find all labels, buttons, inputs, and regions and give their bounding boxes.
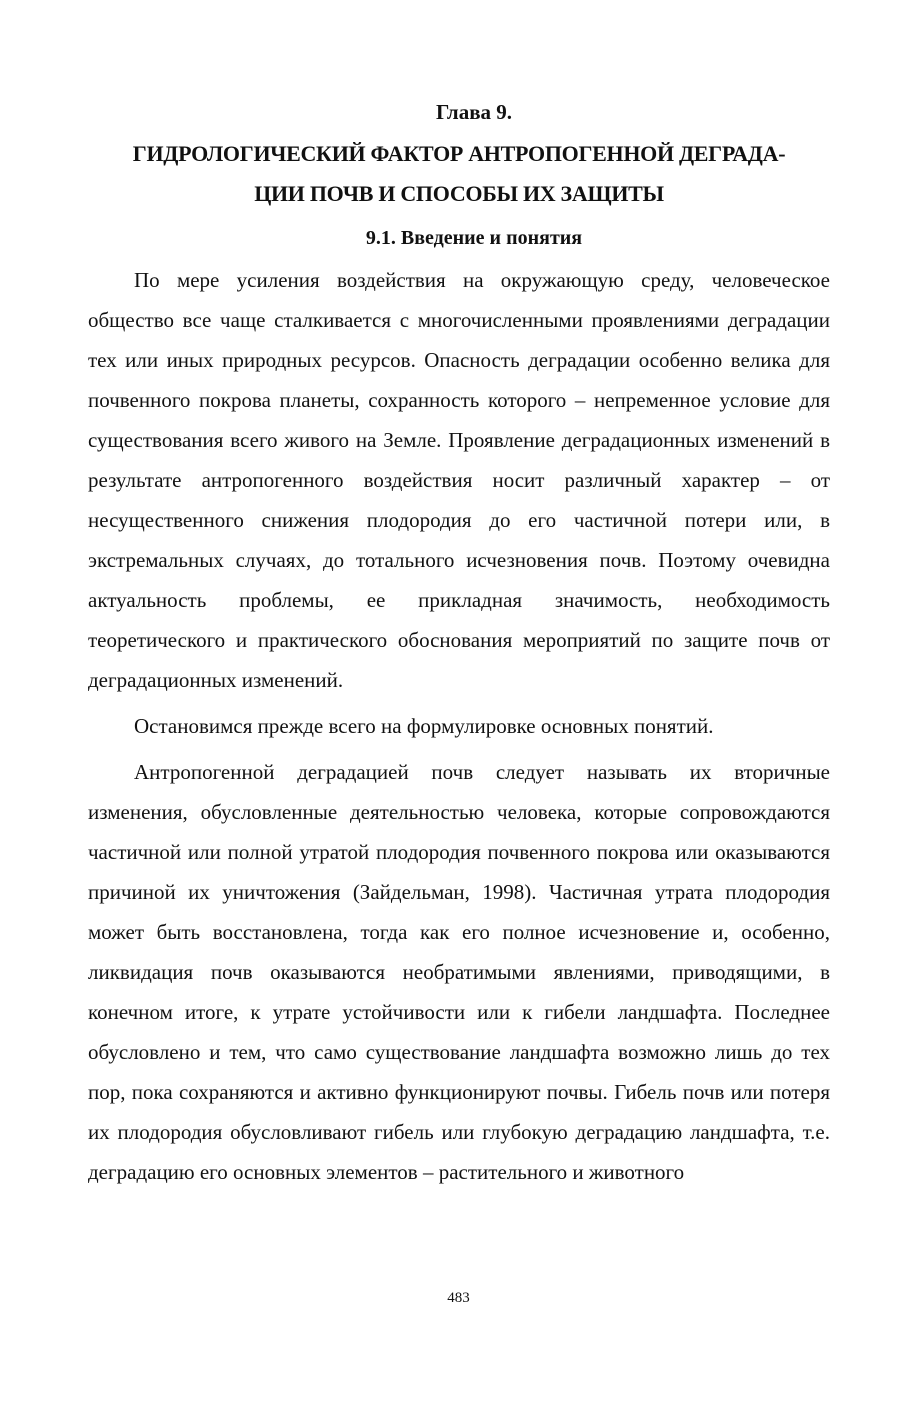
chapter-title xyxy=(88,134,830,214)
paragraph-definition: Антропогенной деградацией почв следует называть их вторичные изменения, обусловленные деятельностью человека, которые сопровождаются частичной или полной утратой плодородия почвенного покрова или оказываются причиной их уничтожения (Зайдельман, 1998). Частичная утрата плодородия может быть восстановлена, тогда как его полное исчезновение и, особенно, ликвидация почв оказываются необратимыми явлениями, приводящими, в конечном итоге, к утрате устойчивости или к гибели ландшафта. Последнее обусловлено и тем, что само существование ландшафта возможно лишь до тех пор, пока сохраняются и активно функционируют почвы. Гибель почв или потеря их плодородия обусловливают гибель или глубокую деградацию ландшафта, т.е. деградацию его основных элементов – растительного и животного xyxy=(88,760,830,1184)
chapter-title-line-2: ЦИИ ПОЧВ И СПОСОБЫ ИХ ЗАЩИТЫ xyxy=(254,181,664,206)
section-title: 9.1. Введение и понятия xyxy=(365,227,583,249)
paragraph-concepts-lead: Остановимся прежде всего на формулировке основных понятий. xyxy=(134,714,714,738)
chapter-title-line-1: ГИДРОЛОГИЧЕСКИЙ ФАКТОР АНТРОПОГЕННОЙ ДЕГРАДА- xyxy=(132,141,786,166)
chapter-label: Глава 9. xyxy=(435,100,513,124)
document-page xyxy=(88,98,830,1192)
paragraph-intro: По мере усиления воздействия на окружающую среду, человеческое общество все чаще сталкивается с многочисленными проявлениями деградации тех или иных природных ресурсов. Опасность деградации особенно велика для почвенного покрова планеты, сохранность которого – непременное условие для существования всего живого на Земле. Проявление деградационных изменений в результате антропогенного воздействия носит различный характер – от несущественного снижения плодородия до его частичной потери или, в экстремальных случаях, до тотального исчезновения почв. Поэтому очевидна актуальность проблемы, ее прикладная значимость, необходимость теоретического и практического обоснования мероприятий по защите почв от деградационных изменений. xyxy=(88,268,830,692)
page-number: 483 xyxy=(447,1290,470,1306)
